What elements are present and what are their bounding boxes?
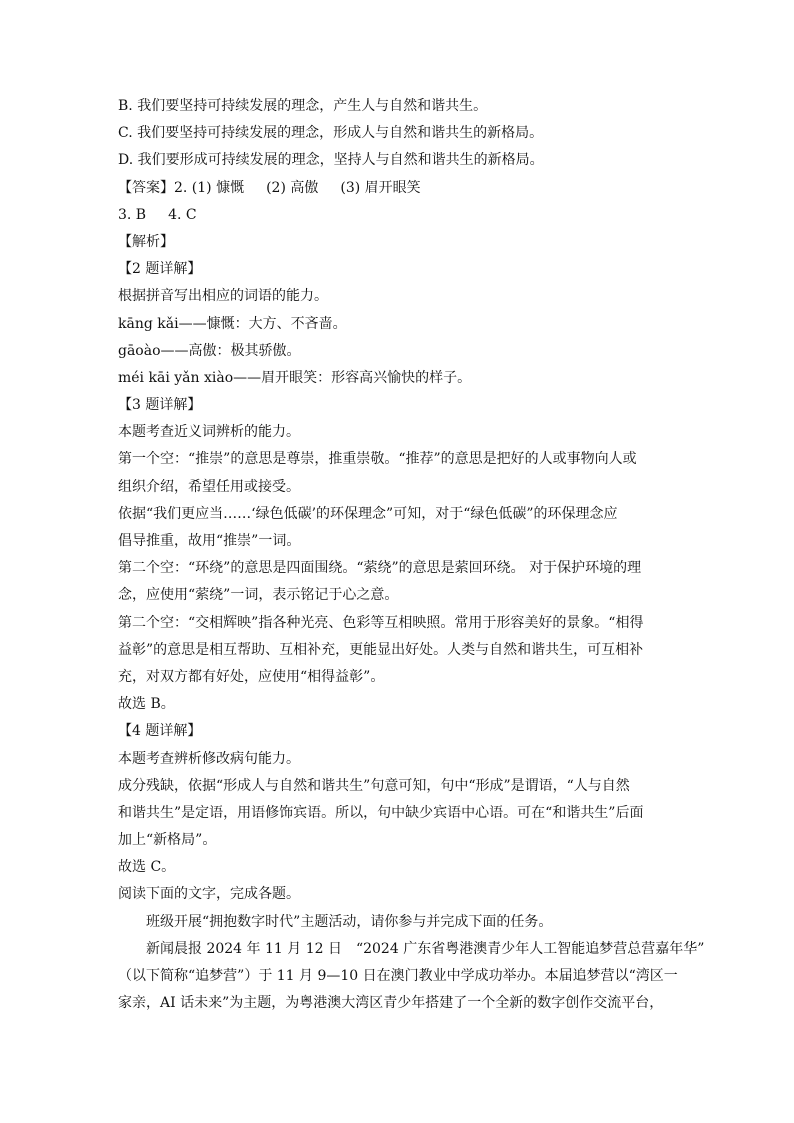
q3-line: 组织介绍，希望任用或接受。: [118, 478, 300, 495]
q2-heading: 【2 题详解】: [118, 261, 202, 278]
answer-line-2: [118, 202, 678, 229]
q3-line: 倡导推重，故用“推崇”一词。: [118, 533, 301, 549]
q3-line: 依据“我们更应当……‘绿色低碳’的环保理念”可知，对于“绿色低碳”的环保理念应: [118, 505, 618, 522]
option-c: C. 我们要坚持可持续发展的理念，形成人与自然和谐共生的新格局。: [118, 125, 544, 142]
q3-line: 第二个空：“环绕”的意思是四面围绕。“萦绕”的意思是萦回环绕。 对于保护环境的理: [118, 560, 642, 577]
answer-label: 【答案】: [118, 179, 174, 196]
reading-paragraph-2-line: 新闻晨报 2024 年 11 月 12 日 “2024 广东省粤港澳青少年人工智能追梦营总营嘉年华”: [146, 940, 705, 957]
answer-q3: 3. B: [118, 206, 147, 223]
reading-paragraph-2-line: 家亲，AI 话未来”为主题，为粤港澳大湾区青少年搭建了一个全新的数字创作交流平台，: [118, 995, 664, 1012]
q3-heading: 【3 题详解】: [118, 397, 202, 414]
option-d: D. 我们要形成可持续发展的理念，坚持人与自然和谐共生的新格局。: [118, 152, 544, 169]
q2-line: kāng kǎi——慷慨：大方、不吝啬。: [118, 315, 347, 332]
answer-q4: 4. C: [168, 206, 197, 223]
q2-line: méi kāi yǎn xiào——眉开眼笑：形容高兴愉快的样子。: [118, 369, 472, 386]
q3-line: 故选 B。: [118, 696, 175, 713]
q2-line: gāoào——高傲：极其骄傲。: [118, 342, 301, 359]
q3-line: 第一个空：“推崇”的意思是尊崇，推重崇敬。“推荐”的意思是把好的人或事物向人或: [118, 451, 637, 468]
q2-line: 根据拼音写出相应的词语的能力。: [118, 288, 328, 305]
reading-paragraph-2-line: （以下简称“追梦营”）于 11 月 9—10 日在澳门教业中学成功举办。本届追梦营以“湾区一: [118, 968, 678, 984]
document-page: [118, 93, 705, 1017]
analysis-label: 【解析】: [118, 233, 174, 250]
q3-line: 念，应使用“萦绕”一词，表示铭记于心之意。: [118, 587, 399, 604]
q4-line: 和谐共生”是定语，用语修饰宾语。所以，句中缺少宾语中心语。可在“和谐共生”后面: [118, 804, 644, 821]
q4-heading: 【4 题详解】: [118, 723, 202, 740]
q4-line: 本题考查辨析修改病句能力。: [118, 750, 300, 767]
reading-intro: 阅读下面的文字，完成各题。: [118, 886, 300, 903]
answer-line: [118, 175, 678, 202]
q3-line: 充，对双方都有好处，应使用“相得益彰”。: [118, 668, 385, 685]
answer-q2-3: (3) 眉开眼笑: [340, 179, 421, 196]
option-b: B. 我们要坚持可持续发展的理念，产生人与自然和谐共生。: [118, 98, 488, 114]
q3-line: 益彰”的意思是相互帮助、互相补充，更能显出好处。人类与自然和谐共生，可互相补: [118, 641, 644, 658]
q3-line: 本题考查近义词辨析的能力。: [118, 424, 300, 441]
q3-line: 第二个空：“交相辉映”指各种光亮、色彩等互相映照。常用于形容美好的景象。“相得: [118, 614, 644, 631]
q4-line: 故选 C。: [118, 859, 176, 876]
q4-line: 加上“新格局”。: [118, 832, 217, 849]
answer-q2-1: 2. (1) 慷慨: [174, 179, 245, 196]
answer-q2-2: (2) 高傲: [266, 179, 319, 196]
q4-line: 成分残缺，依据“形成人与自然和谐共生”句意可知，句中“形成”是谓语，“人与自然: [118, 777, 630, 794]
reading-paragraph-1: 班级开展“拥抱数字时代”主题活动，请你参与并完成下面的任务。: [146, 913, 553, 930]
